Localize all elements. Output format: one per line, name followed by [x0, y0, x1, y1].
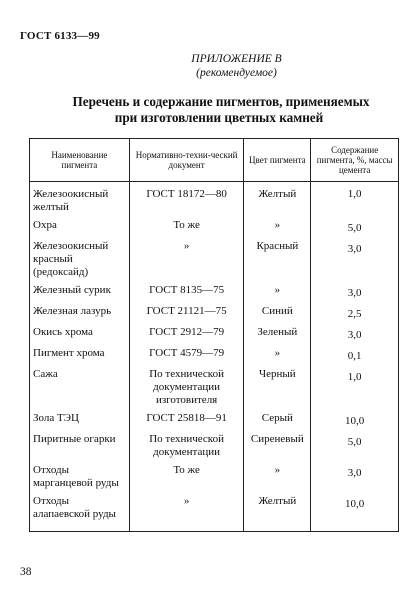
- table-header-row: [30, 139, 399, 182]
- document-code: ГОСТ 6133—99: [20, 30, 100, 42]
- cell-color: Черный: [244, 365, 311, 409]
- cell-name: Окись хрома: [30, 323, 130, 344]
- cell-color: »: [244, 461, 311, 492]
- cell-document: По технической документации: [129, 430, 244, 461]
- table-row: [30, 302, 399, 323]
- cell-name: Железный сурик: [30, 281, 130, 302]
- cell-name: Отходы марганцевой руды: [30, 461, 130, 492]
- cell-name: Железоокисный красный (редоксайд): [30, 237, 130, 281]
- cell-content: 1,0: [311, 182, 399, 217]
- table-title-line-2: при изготовлении цветных камней: [114, 110, 324, 125]
- cell-color: »: [244, 281, 311, 302]
- cell-document: ГОСТ 25818—91: [129, 409, 244, 430]
- cell-document: По технической документации изготовителя: [129, 365, 244, 409]
- cell-color: Синий: [244, 302, 311, 323]
- cell-content: 1,0: [311, 365, 399, 409]
- cell-name: Сажа: [30, 365, 130, 409]
- cell-color: Зеленый: [244, 323, 311, 344]
- cell-name: Пигмент хрома: [30, 344, 130, 365]
- header-normative-document: Нормативно-техни-ческий документ: [129, 139, 244, 182]
- header-pigment-content: Содержание пигмента, %, массы цемента: [311, 139, 399, 182]
- cell-document: ГОСТ 8135—75: [129, 281, 244, 302]
- cell-content: 3,0: [311, 281, 399, 302]
- cell-content: 10,0: [311, 409, 399, 430]
- cell-content: 5,0: [311, 216, 399, 237]
- cell-document: ГОСТ 2912—79: [129, 323, 244, 344]
- table-row: [30, 461, 399, 492]
- cell-name: Зола ТЭЦ: [30, 409, 130, 430]
- table-row: [30, 323, 399, 344]
- appendix-heading: [0, 52, 418, 80]
- cell-name: Железная лазурь: [30, 302, 130, 323]
- cell-document: »: [129, 237, 244, 281]
- cell-color: Красный: [244, 237, 311, 281]
- cell-content: 0,1: [311, 344, 399, 365]
- appendix-label: ПРИЛОЖЕНИЕ В: [191, 53, 282, 65]
- table-row: [30, 281, 399, 302]
- cell-name: Пиритные огарки: [30, 430, 130, 461]
- cell-name: Охра: [30, 216, 130, 237]
- cell-content: 3,0: [311, 461, 399, 492]
- cell-document: ГОСТ 4579—79: [129, 344, 244, 365]
- cell-document: ГОСТ 18172—80: [129, 182, 244, 217]
- cell-content: 5,0: [311, 430, 399, 461]
- table-row: [30, 492, 399, 532]
- cell-document: То же: [129, 216, 244, 237]
- table-row: [30, 430, 399, 461]
- pigments-table: [29, 138, 399, 532]
- header-pigment-color: Цвет пигмента: [244, 139, 311, 182]
- cell-name: Железоокисный желтый: [30, 182, 130, 217]
- table-row: [30, 216, 399, 237]
- cell-document: То же: [129, 461, 244, 492]
- cell-content: 3,0: [311, 323, 399, 344]
- table-row: [30, 344, 399, 365]
- table-row: [30, 237, 399, 281]
- cell-content: 10,0: [311, 492, 399, 532]
- table-title: [0, 94, 418, 126]
- table-row: [30, 409, 399, 430]
- cell-name: Отходы алапаевской руды: [30, 492, 130, 532]
- cell-color: »: [244, 216, 311, 237]
- cell-document: »: [129, 492, 244, 532]
- table-title-line-1: Перечень и содержание пигментов, применяемых: [72, 94, 370, 109]
- cell-color: Желтый: [244, 492, 311, 532]
- appendix-status: (рекомендуемое): [196, 67, 277, 79]
- cell-document: ГОСТ 21121—75: [129, 302, 244, 323]
- cell-color: Желтый: [244, 182, 311, 217]
- table-row: [30, 365, 399, 409]
- cell-color: Сиреневый: [244, 430, 311, 461]
- cell-color: »: [244, 344, 311, 365]
- cell-color: Серый: [244, 409, 311, 430]
- cell-content: 2,5: [311, 302, 399, 323]
- header-pigment-name: Наименование пигмента: [30, 139, 130, 182]
- table-row: [30, 182, 399, 217]
- page-number: 38: [20, 566, 32, 578]
- cell-content: 3,0: [311, 237, 399, 281]
